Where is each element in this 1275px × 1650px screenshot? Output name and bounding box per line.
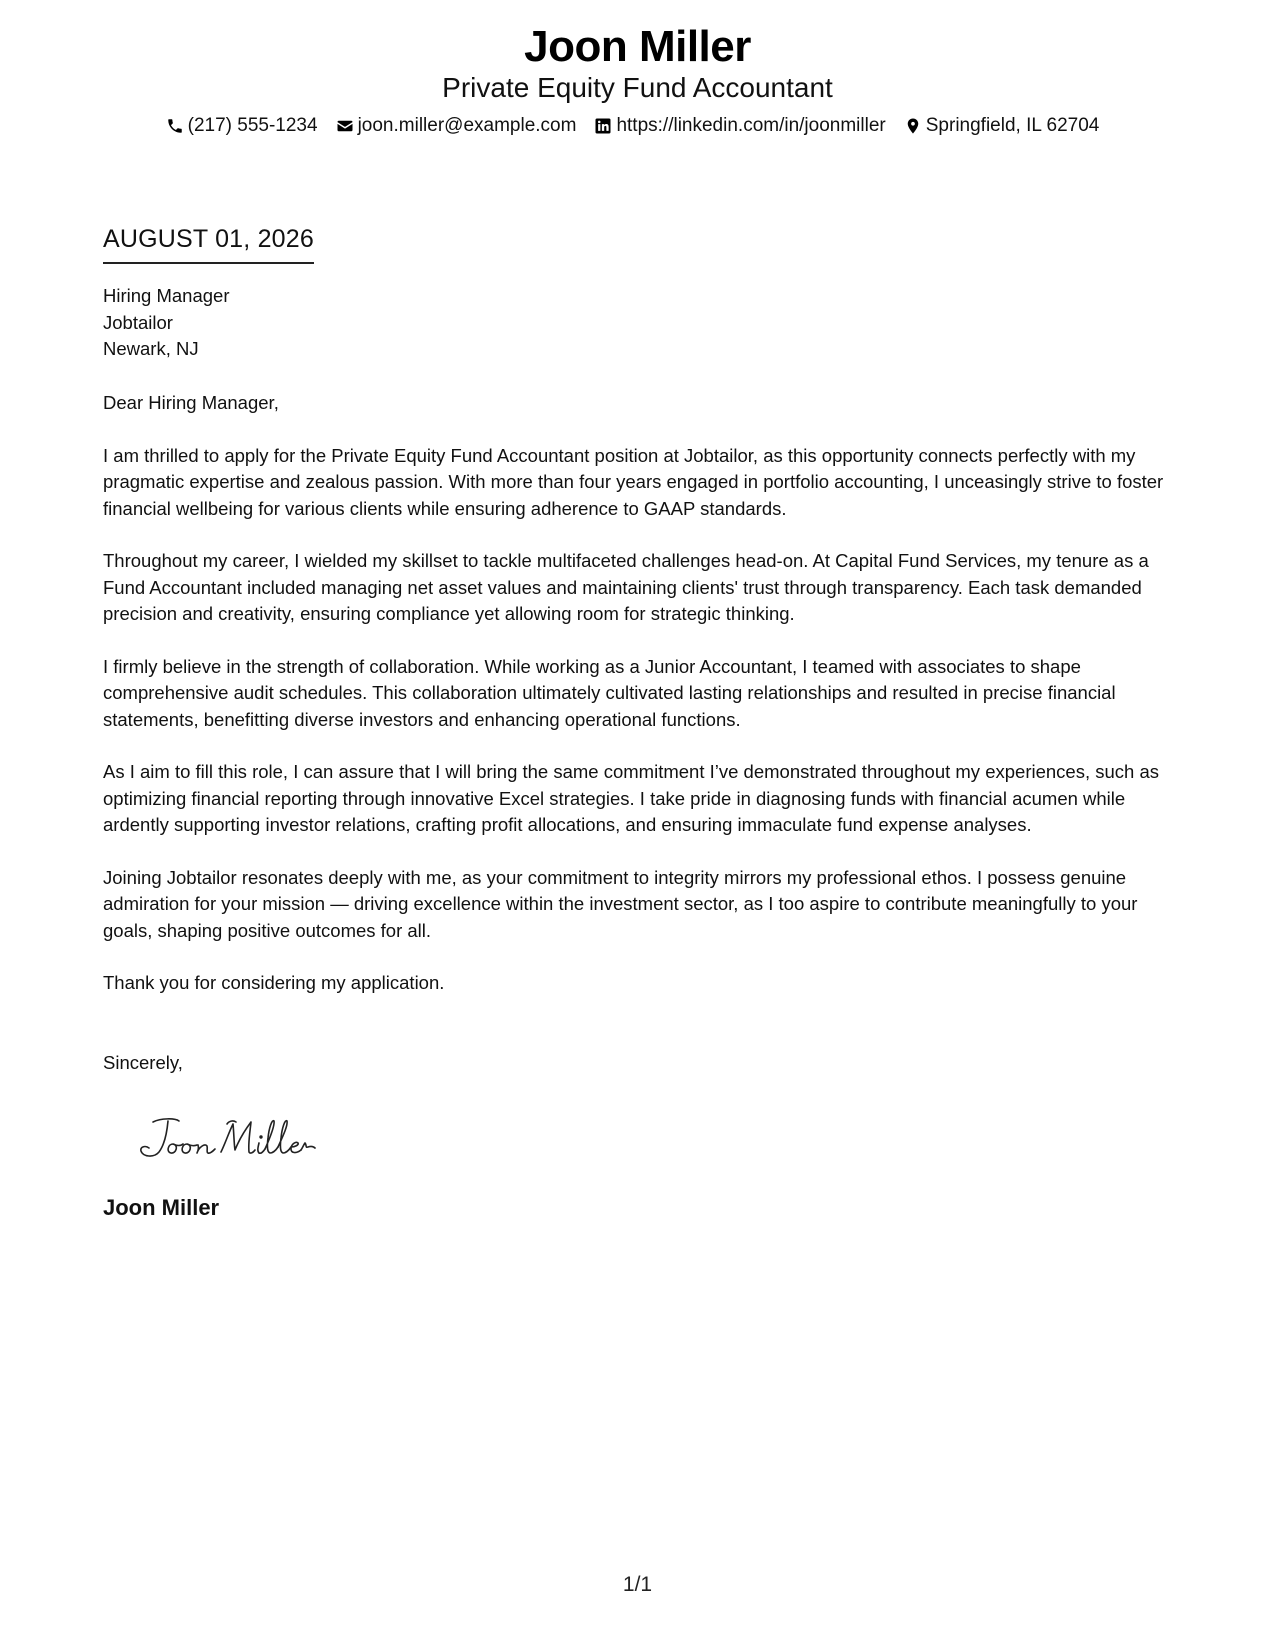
contact-linkedin[interactable] [594, 114, 885, 138]
letter-date: AUGUST 01, 2026 [103, 224, 314, 264]
linkedin-text[interactable]: https://linkedin.com/in/joonmiller [616, 115, 886, 136]
envelope-icon [336, 117, 354, 135]
email-text[interactable]: joon.miller@example.com [357, 115, 577, 136]
location-text: Springfield, IL 62704 [925, 115, 1100, 136]
body-paragraph: Joining Jobtailor resonates deeply with me, as your commitment to integrity mirrors my professional ethos. I possess genuine admiration for your mission — driving excellence within the investment sector, as I too aspire to contribute meaningfully to your goals, shaping positive outcomes for all. [103, 866, 1138, 941]
body-paragraph: As I aim to fill this role, I can assure that I will bring the same commitment I’ve demonstrated throughout my experiences, such as optimizing financial reporting through innovative Excel strategies. I take pride in diagnosing funds with financial acumen while ardently supporting investor relations, crafting profit allocations, and ensuring immaculate fund expense analyses. [103, 761, 1159, 835]
contact-location [904, 114, 1100, 138]
closing: Sincerely, [103, 1052, 183, 1073]
recipient-line: Jobtailor [103, 311, 173, 333]
letter-body [103, 390, 1173, 1023]
linkedin-icon [594, 117, 612, 135]
phone-icon [166, 117, 184, 135]
body-paragraph: Thank you for considering my application. [103, 972, 445, 993]
applicant-job-title: Private Equity Fund Accountant [442, 72, 833, 103]
handwritten-signature [135, 1110, 335, 1166]
recipient-address [103, 283, 229, 363]
letter-date-block [103, 224, 314, 264]
applicant-name: Joon Miller [524, 22, 751, 71]
signed-name: Joon Miller [103, 1195, 220, 1220]
contact-bar [0, 114, 1275, 138]
contact-email[interactable] [336, 114, 577, 138]
page-number: 1/1 [622, 1573, 653, 1596]
body-paragraph: I am thrilled to apply for the Private Equity Fund Accountant position at Jobtailor, as this opportunity connects perfectly with my pragmatic expertise and zealous passion. With more than four years engaged in portfolio accounting, I unceasingly strive to foster financial wellbeing for various clients while ensuring adherence to GAAP standards. [103, 444, 1164, 519]
salutation: Dear Hiring Manager, [103, 392, 279, 413]
map-marker-icon [904, 117, 922, 135]
letter-header [0, 22, 1275, 138]
recipient-line: Hiring Manager [103, 285, 230, 306]
recipient-line: Newark, NJ [103, 338, 199, 359]
body-paragraph: I firmly believe in the strength of collaboration. While working as a Junior Accountant, I teamed with associates to shape comprehensive audit schedules. This collaboration ultimately cultivated lasting relationships and resulted in precise financial statements, benefitting diverse investors and enhancing operational functions. [103, 655, 1116, 730]
phone-text: (217) 555-1234 [187, 115, 318, 136]
body-paragraph: Throughout my career, I wielded my skillset to tackle multifaceted challenges head-on. At Capital Fund Services, my tenure as a Fund Accountant included managing net asset values and maintaining clients' trust through transparency. Each task demanded precision and creativity, ensuring compliance yet allowing room for strategic thinking. [103, 550, 1149, 624]
contact-phone [166, 114, 318, 138]
